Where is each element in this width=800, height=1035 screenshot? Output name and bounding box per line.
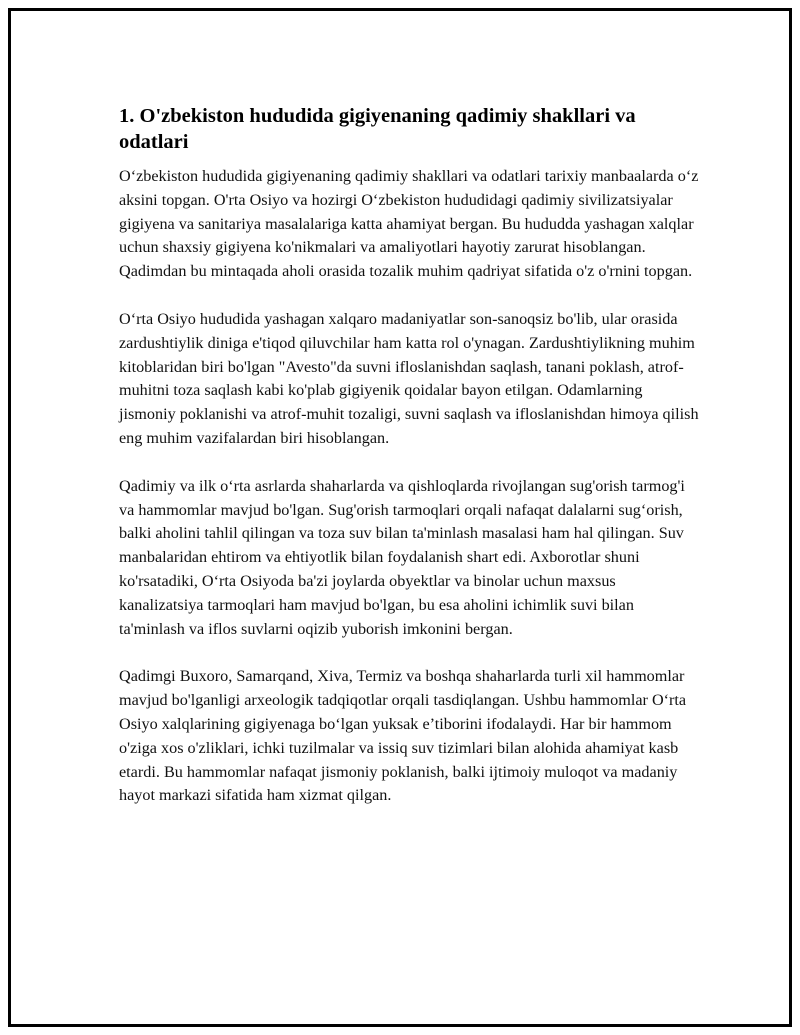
paragraph-3: Qadimiy va ilk o‘rta asrlarda shaharlarda va qishloqlarda rivojlangan sug'orish tarmog'i va hammomlar mavjud bo'lgan. Sug'orish tarmoqlari orqali nafaqat dalalarni sug‘orish, balki aholini tahlil qilingan va toza suv bilan ta'minlash masalasi ham hal qilingan. Suv manbalaridan ehtirom va ehtiyotlik bilan foydalanish shart edi. Axborotlar shuni ko'rsatadiki, O‘rta Osiyoda ba'zi joylarda obyektlar va binolar uchun maxsus kanalizatsiya tarmoqlari ham mavjud bo'lgan, bu esa aholini ichimlik suvi bilan ta'minlash va iflos suvlarni oqizib yuborish imkonini bergan.	[119, 476, 685, 638]
paragraph-2: O‘rta Osiyo hududida yashagan xalqaro madaniyatlar son-sanoqsiz bo'lib, ular orasida zardushtiylik diniga e'tiqod qiluvchilar ham katta rol o'ynagan. Zardushtiylikning muhim kitoblaridan biri bo'lgan "Avesto"da suvni ifloslanishdan saqlash, tanani poklash, atrof-muhitni toza saqlash kabi ko'plab gigiyenik qoidalar bayon etilgan. Odamlarning jismoniy poklanishi va atrof-muhit tozaligi, suvni saqlash va ifloslanishdan himoya qilish eng muhim vazifalardan biri hisoblangan.	[119, 309, 699, 447]
page-frame	[8, 8, 792, 1027]
section-title: 1. O'zbekiston hududida gigiyenaning qadimiy shakllari va odatlari	[119, 105, 636, 153]
paragraph-1: O‘zbekiston hududida gigiyenaning qadimiy shakllari va odatlari tarixiy manbaalarda o‘z aksini topgan. O'rta Osiyo va hozirgi O‘zbekiston hududidagi qadimiy sivilizatsiyalar gigiyena va sanitariya masalalariga katta ahamiyat bergan. Bu hududda yashagan xalqlar uchun shaxsiy gigiyena ko'nikmalari va amaliyotlari hayotiy zarurat hisoblangan. Qadimdan bu mintaqada aholi orasida tozalik muhim qadriyat sifatida o'z o'rnini topgan.	[119, 167, 699, 281]
document-body	[119, 103, 699, 832]
paragraph-4: Qadimgi Buxoro, Samarqand, Xiva, Termiz va boshqa shaharlarda turli xil hammomlar mavjud bo'lganligi arxeologik tadqiqotlar orqali tasdiqlangan. Ushbu hammomlar O‘rta Osiyo xalqlarining gigiyenaga bo‘lgan yuksak e’tiborini ifodalaydi. Har bir hammom o'ziga xos o'zliklari, ichki tuzilmalar va issiq suv tizimlari bilan alohida ahamiyat kasb etardi. Bu hammomlar nafaqat jismoniy poklanish, balki ijtimoiy muloqot va madaniy hayot markazi sifatida ham xizmat qilgan.	[119, 667, 687, 805]
